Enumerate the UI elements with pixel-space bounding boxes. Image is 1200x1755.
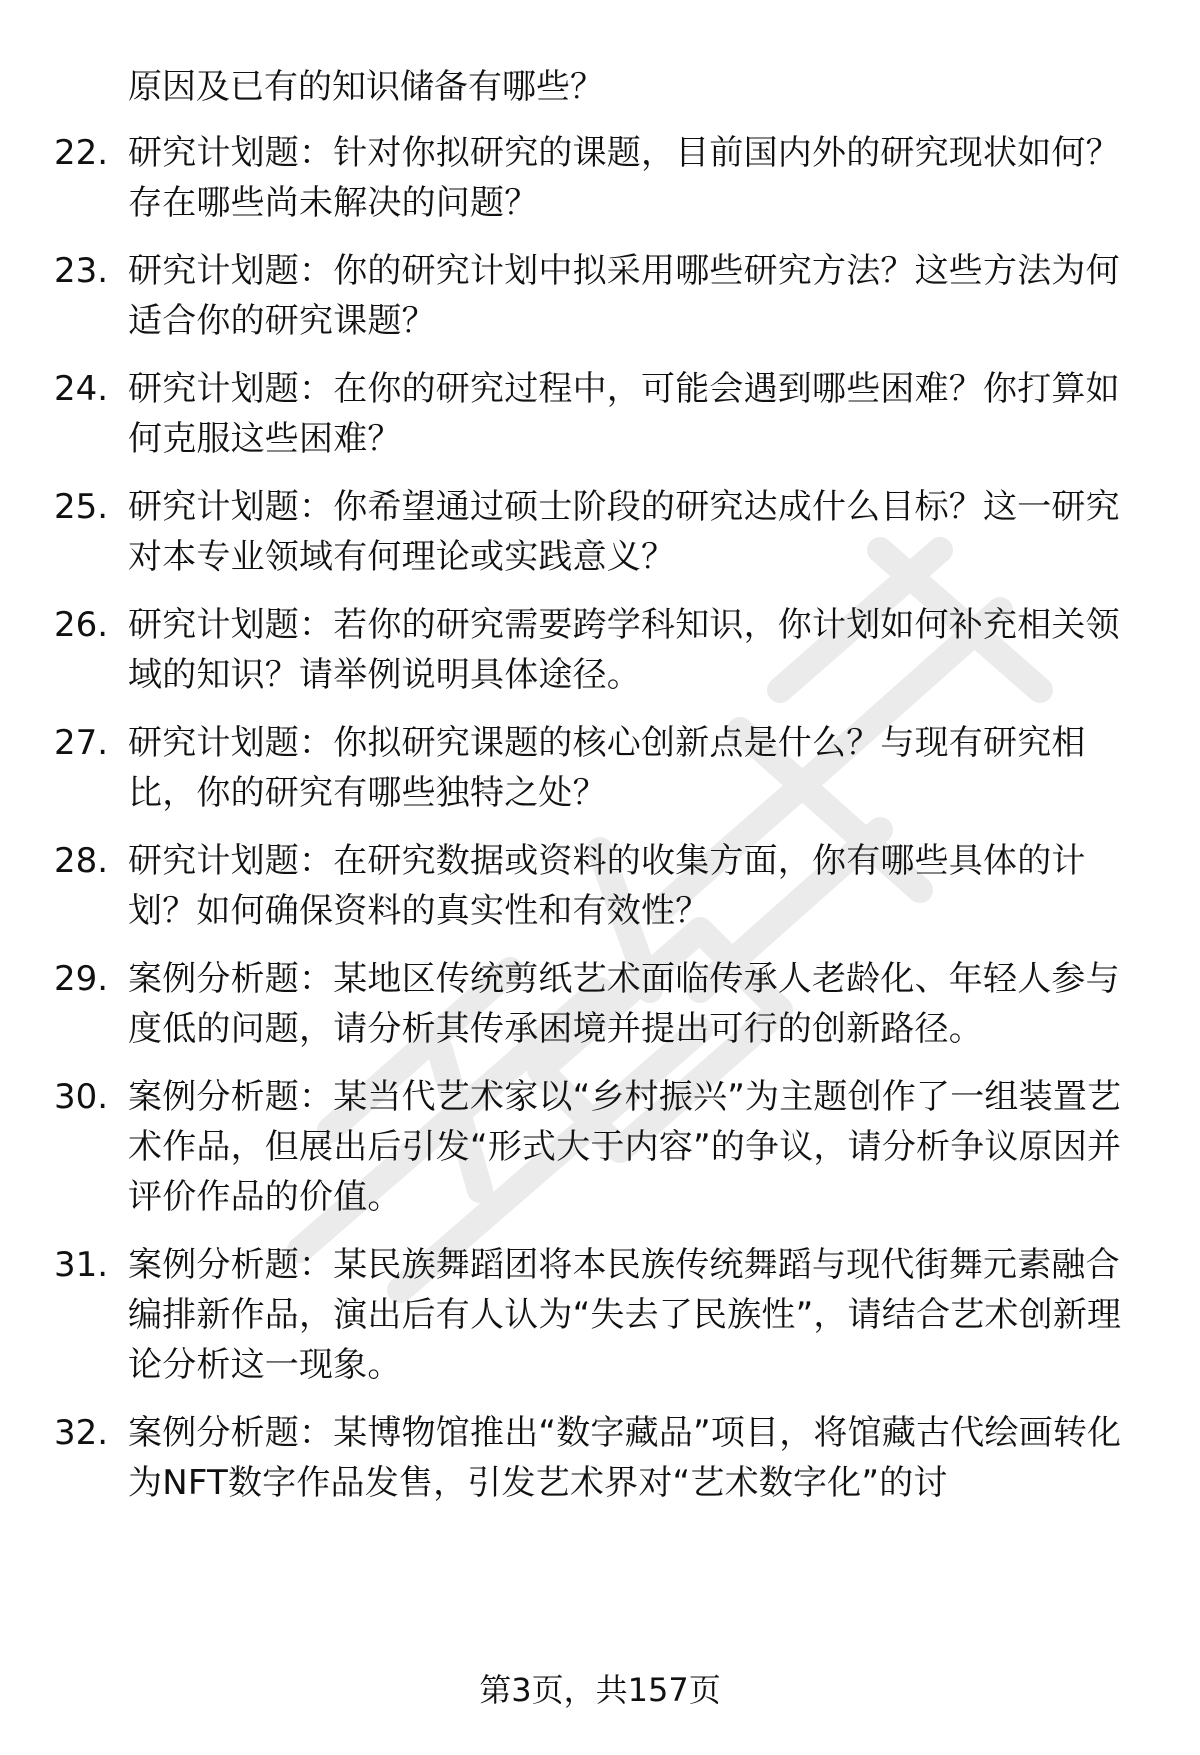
question-text: 研究计划题：你的研究计划中拟采用哪些研究方法？这些方法为何适合你的研究课题？: [128, 251, 1120, 341]
question-text: 研究计划题：你希望通过硕士阶段的研究达成什么目标？这一研究对本专业领域有何理论或实践意义？: [128, 487, 1120, 577]
question-number: 27.: [54, 723, 109, 763]
question-number: 28.: [54, 841, 109, 881]
question-number: 22.: [54, 133, 109, 173]
continuation-text: 原因及已有的知识储备有哪些？: [128, 67, 604, 107]
question-text: 研究计划题：若你的研究需要跨学科知识，你计划如何补充相关领域的知识？请举例说明具体途径。: [128, 605, 1120, 695]
question-text: 研究计划题：针对你拟研究的课题，目前国内外的研究现状如何？存在哪些尚未解决的问题？: [128, 133, 1120, 223]
page-footer: 第3页，共157页: [479, 1671, 721, 1709]
question-text: 案例分析题：某民族舞蹈团将本民族传统舞蹈与现代街舞元素融合编排新作品，演出后有人认为“失去了民族性”，请结合艺术创新理论分析这一现象。: [128, 1245, 1122, 1385]
question-number: 24.: [54, 369, 109, 409]
question-number: 23.: [54, 251, 109, 291]
question-text: 案例分析题：某地区传统剪纸艺术面临传承人老龄化、年轻人参与度低的问题，请分析其传承困境并提出可行的创新路径。: [128, 959, 1120, 1049]
question-number: 29.: [54, 959, 109, 999]
question-number: 32.: [54, 1413, 109, 1453]
question-number: 31.: [54, 1245, 109, 1285]
question-text: 案例分析题：某当代艺术家以“乡村振兴”为主题创作了一组装置艺术作品，但展出后引发“形式大于内容”的争议，请分析争议原因并评价作品的价值。: [128, 1077, 1122, 1217]
question-text: 研究计划题：在你的研究过程中，可能会遇到哪些困难？你打算如何克服这些困难？: [128, 369, 1120, 459]
question-number: 26.: [54, 605, 109, 645]
question-number: 30.: [54, 1077, 109, 1117]
question-number: 25.: [54, 487, 109, 527]
question-text: 案例分析题：某博物馆推出“数字藏品”项目，将馆藏古代绘画转化为NFT数字作品发售，引发艺术界对“艺术数字化”的讨: [128, 1413, 1122, 1503]
question-text: 研究计划题：在研究数据或资料的收集方面，你有哪些具体的计划？如何确保资料的真实性和有效性？: [128, 841, 1086, 931]
question-text: 研究计划题：你拟研究课题的核心创新点是什么？与现有研究相比，你的研究有哪些独特之处？: [128, 723, 1086, 813]
